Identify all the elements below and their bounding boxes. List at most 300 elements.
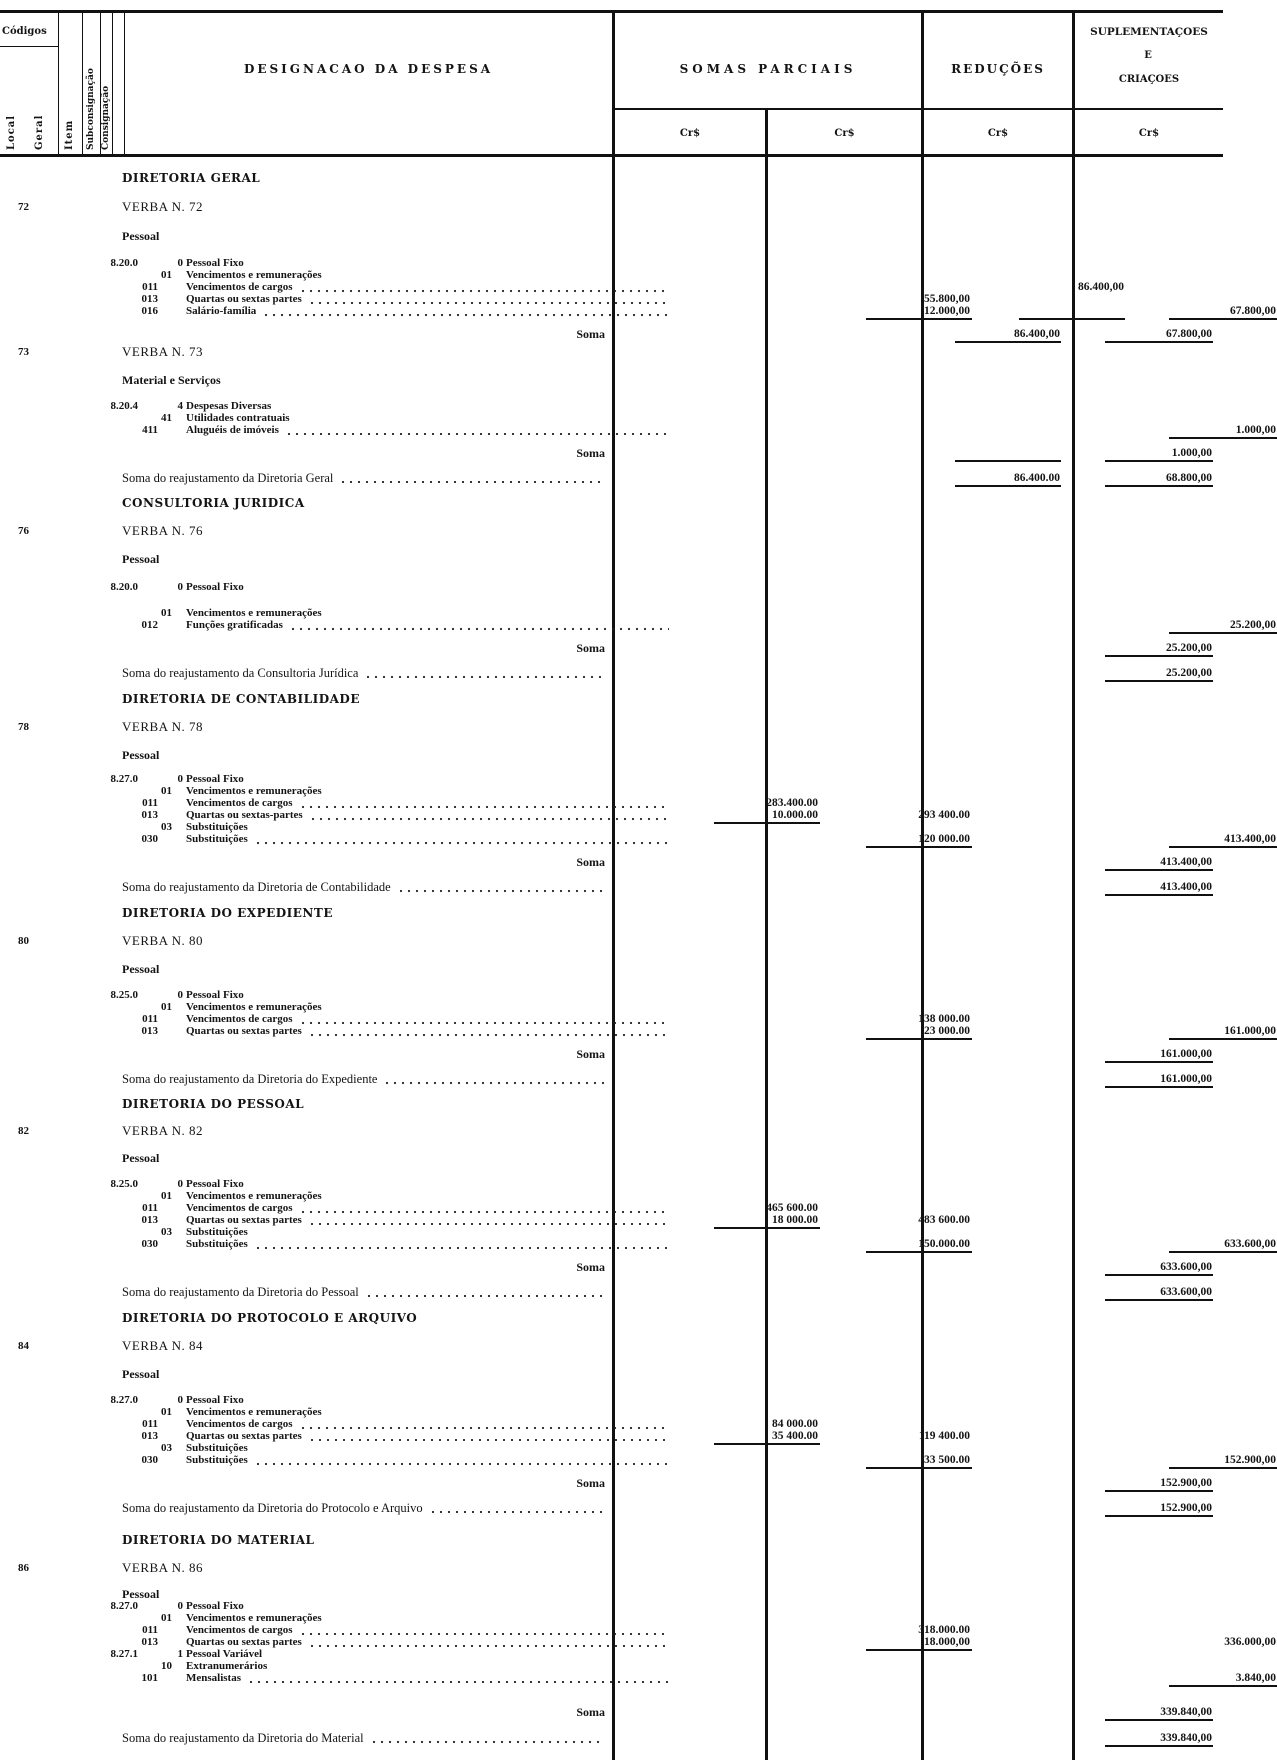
subtotal-row — [0, 1706, 1223, 1718]
description-text: Pessoal Fixo — [186, 989, 244, 1001]
total-underline — [955, 485, 1061, 487]
suplementacoes-value: 67.800,00 — [1230, 305, 1276, 317]
description-text: Quartas ou sextas partes — [186, 293, 302, 305]
expense-description — [122, 1502, 605, 1514]
consignacao-code: 0 — [177, 989, 183, 1001]
dot-leader — [247, 1672, 669, 1684]
description-text: Vencimentos e remunerações — [186, 785, 322, 797]
description-text: Utilidades contratuais — [186, 412, 290, 424]
section-heading — [0, 1534, 1223, 1546]
description-text: VERBA N. 72 — [122, 199, 203, 214]
partial-sum-2-value: 55.800,00 — [924, 293, 970, 305]
dot-leader — [254, 1454, 669, 1466]
expense-description — [186, 1214, 669, 1226]
description-text: Pessoal Variável — [186, 1648, 263, 1660]
table-row — [64, 1394, 244, 1406]
code-col-item: Item — [64, 119, 75, 150]
description-text: Soma do reajustamento da Diretoria do Material — [122, 1731, 364, 1745]
expense-description — [122, 447, 605, 459]
table-row — [64, 1612, 322, 1624]
suplementacoes-value: 25.200,00 — [1166, 667, 1212, 679]
suplementacoes-value: 67.800,00 — [1166, 328, 1212, 340]
table-row — [0, 1588, 1223, 1600]
subconsignacao-code: 03 — [161, 821, 172, 833]
subconsignacao-code: 01 — [161, 1612, 172, 1624]
description-text: Soma — [576, 1047, 605, 1061]
suplementacoes-value: 633.600,00 — [1224, 1238, 1276, 1250]
dot-leader — [299, 281, 669, 293]
subconsignacao-code: 10 — [161, 1660, 172, 1672]
description-text: Vencimentos e remunerações — [186, 1612, 322, 1624]
expense-description — [122, 693, 605, 705]
description-text: Vencimentos de cargos — [186, 281, 293, 293]
expense-description — [186, 989, 669, 1001]
total-underline — [1169, 318, 1277, 320]
partial-sum-1-value: 84 000.00 — [772, 1418, 818, 1430]
expense-description — [186, 1454, 669, 1466]
codes-label: Códigos — [2, 26, 47, 37]
suplementacoes-value: 633.600,00 — [1160, 1286, 1212, 1298]
expense-description — [186, 1406, 669, 1418]
section-heading — [0, 693, 1223, 705]
item-code: 013 — [141, 809, 158, 821]
expense-description — [186, 1025, 669, 1037]
description-text: Soma do reajustamento da Diretoria do Protocolo e Arquivo — [122, 1501, 423, 1515]
item-code: 011 — [142, 281, 158, 293]
total-underline — [1105, 869, 1213, 871]
expense-description — [122, 1368, 605, 1380]
table-row — [64, 773, 244, 785]
verba-code: 86 — [18, 1562, 29, 1574]
suplementacoes-value: 413.400,00 — [1224, 833, 1276, 845]
expense-description — [122, 328, 605, 340]
table-row — [64, 1648, 263, 1660]
total-underline — [1169, 437, 1277, 439]
dot-leader — [262, 305, 669, 317]
geral-code: 8.27.1 — [110, 1648, 138, 1660]
total-underline — [1105, 1061, 1213, 1063]
geral-code: 8.20.0 — [110, 581, 138, 593]
table-row — [0, 1368, 1223, 1380]
section-total-row — [0, 881, 1223, 893]
expense-description — [122, 963, 605, 975]
suplementacoes-value: 413.400,00 — [1160, 856, 1212, 868]
partial-sum-2-value: 318.000.00 — [918, 1624, 970, 1636]
geral-code: 8.27.0 — [110, 1394, 138, 1406]
table-row — [64, 1178, 244, 1190]
partial-sum-2-value: 138 000.00 — [918, 1013, 970, 1025]
table-row — [0, 553, 1223, 565]
item-code: 411 — [142, 424, 158, 436]
table-row — [0, 346, 1223, 358]
expense-description — [122, 935, 605, 947]
description-text: VERBA N. 82 — [122, 1123, 203, 1138]
suplementacoes-value: 3.840,00 — [1235, 1672, 1276, 1684]
total-underline — [1169, 1467, 1277, 1469]
item-code: 011 — [142, 1418, 158, 1430]
total-underline — [1169, 1038, 1277, 1040]
suplementacoes-value: 1.000,00 — [1235, 424, 1276, 436]
total-underline — [714, 1443, 820, 1445]
subtotal-row — [0, 642, 1223, 654]
table-row — [64, 424, 1276, 436]
table-row — [64, 833, 1276, 845]
description-text: Pessoal — [122, 229, 160, 243]
suplementacoes-value: 68.800,00 — [1166, 472, 1212, 484]
expense-description — [186, 400, 669, 412]
total-underline — [1105, 1086, 1213, 1088]
description-text: VERBA N. 80 — [122, 933, 203, 948]
expense-description — [186, 1672, 669, 1684]
designation-header: DESIGNACAO DA DESPESA — [243, 62, 494, 76]
description-text: Substituições — [186, 1238, 248, 1250]
verba-code: 72 — [18, 201, 29, 213]
table-row — [64, 785, 322, 797]
total-underline — [866, 1251, 972, 1253]
consignacao-code: 0 — [177, 257, 183, 269]
total-underline — [1169, 846, 1277, 848]
dot-leader — [254, 1238, 669, 1250]
table-row — [64, 1624, 970, 1636]
codes-subdivider — [82, 13, 83, 155]
section-total-row — [0, 1286, 1223, 1298]
currency-label-reducoes: Cr$ — [987, 128, 1009, 139]
code-col-subconsignacao: Subconsignação — [86, 68, 96, 150]
table-row — [0, 749, 1223, 761]
table-row — [0, 721, 1223, 733]
expense-description — [122, 472, 605, 484]
dot-leader — [339, 472, 605, 484]
table-row — [0, 1562, 1223, 1574]
expense-description — [186, 1600, 669, 1612]
section-total-row — [0, 1073, 1223, 1085]
partial-sum-2-value: 33 500.00 — [924, 1454, 970, 1466]
description-text: Quartas ou sextas partes — [186, 1025, 302, 1037]
total-underline — [866, 1038, 972, 1040]
item-code: 011 — [142, 1624, 158, 1636]
total-underline — [1105, 680, 1213, 682]
expense-description — [186, 773, 669, 785]
expense-description — [122, 1152, 605, 1164]
section-total-row — [0, 667, 1223, 679]
description-text: Vencimentos de cargos — [186, 1624, 293, 1636]
reducoes-value: 86.400.00 — [1014, 472, 1060, 484]
table-row — [64, 1430, 970, 1442]
expense-description — [186, 305, 669, 317]
description-text: VERBA N. 78 — [122, 719, 203, 734]
consignacao-code: 4 — [177, 400, 183, 412]
description-text: Substituições — [186, 1454, 248, 1466]
table-row — [64, 1013, 970, 1025]
suplementacoes-value: 161.000,00 — [1160, 1048, 1212, 1060]
subconsignacao-code: 03 — [161, 1442, 172, 1454]
suplementacoes-value: 161.000,00 — [1160, 1073, 1212, 1085]
expense-description — [186, 797, 669, 809]
expense-description — [122, 907, 605, 919]
table-row — [64, 412, 290, 424]
table-row — [0, 963, 1223, 975]
suplementacoes-value: 161.000,00 — [1224, 1025, 1276, 1037]
item-code: 013 — [141, 1636, 158, 1648]
table-row — [64, 1600, 244, 1612]
description-text: Quartas ou sextas partes — [186, 1430, 302, 1442]
total-underline — [866, 1649, 972, 1651]
partial-sum-1-value: 35 400.00 — [772, 1430, 818, 1442]
section-heading — [0, 1312, 1223, 1324]
item-code: 013 — [141, 1214, 158, 1226]
table-row — [64, 1636, 1276, 1648]
code-col-consignacao: Consignação — [101, 85, 111, 150]
suplementacoes-header-e: E — [1144, 50, 1154, 61]
partial-sum-2-value: 293 400.00 — [918, 809, 970, 821]
verba-code: 73 — [18, 346, 29, 358]
total-underline — [1105, 485, 1213, 487]
expense-description — [186, 1660, 669, 1672]
suplementacoes-value: 25.200,00 — [1166, 642, 1212, 654]
description-text: Soma do reajustamento da Diretoria do Pessoal — [122, 1285, 359, 1299]
expense-description — [122, 1588, 605, 1600]
expense-description — [186, 293, 669, 305]
subconsignacao-code: 01 — [161, 1001, 172, 1013]
consignacao-code: 0 — [177, 1394, 183, 1406]
codes-subdivider — [58, 13, 59, 155]
expense-description — [186, 424, 669, 436]
table-row — [64, 821, 248, 833]
total-underline — [1169, 1251, 1277, 1253]
expense-description — [186, 821, 669, 833]
description-text: VERBA N. 86 — [122, 1560, 203, 1575]
table-row — [64, 1660, 268, 1672]
suplementacoes-value: 1.000,00 — [1171, 447, 1212, 459]
expense-description — [186, 1178, 669, 1190]
expense-description — [186, 1430, 669, 1442]
suplementacoes-value: 336.000,00 — [1224, 1636, 1276, 1648]
expense-description — [186, 1612, 669, 1624]
table-row — [64, 619, 1276, 631]
verba-code: 78 — [18, 721, 29, 733]
description-text: Pessoal — [122, 1367, 160, 1381]
currency-label-somas-2: Cr$ — [834, 128, 855, 139]
table-row — [0, 1340, 1223, 1352]
dot-leader — [308, 293, 669, 305]
partial-sum-1-value: 283.400.00 — [766, 797, 818, 809]
description-text: Aluguéis de imóveis — [186, 424, 279, 436]
expense-description — [186, 269, 669, 281]
expense-description — [186, 1013, 669, 1025]
expense-description — [122, 1534, 605, 1546]
description-text: DIRETORIA DO EXPEDIENTE — [122, 906, 333, 920]
expense-description — [122, 1477, 605, 1489]
expense-description — [186, 1001, 669, 1013]
description-text: Despesas Diversas — [186, 400, 272, 412]
expense-description — [186, 1442, 669, 1454]
subconsignacao-code: 01 — [161, 785, 172, 797]
expense-description — [186, 581, 669, 593]
table-row — [0, 374, 1223, 386]
item-code: 011 — [142, 1013, 158, 1025]
expense-description — [122, 721, 605, 733]
expense-description — [186, 1394, 669, 1406]
expense-description — [186, 412, 669, 424]
codes-column-divider — [124, 13, 125, 155]
consignacao-code: 0 — [177, 1178, 183, 1190]
table-row — [64, 281, 1124, 293]
dot-leader — [370, 1732, 605, 1744]
codes-split-rule — [0, 46, 58, 47]
table-row — [64, 1226, 248, 1238]
consignacao-code: 1 — [177, 1648, 183, 1660]
table-row — [64, 1406, 322, 1418]
dot-leader — [299, 797, 669, 809]
dot-leader — [308, 1636, 669, 1648]
description-text: Vencimentos de cargos — [186, 797, 293, 809]
table-row — [64, 797, 818, 809]
suplementacoes-value: 152.900,00 — [1160, 1477, 1212, 1489]
consignacao-code: 0 — [177, 1600, 183, 1612]
item-code: 016 — [141, 305, 158, 317]
description-text: Soma — [576, 1476, 605, 1490]
description-text: Mensalistas — [186, 1672, 241, 1684]
expense-description — [122, 749, 605, 761]
description-text: Soma — [576, 327, 605, 341]
total-underline — [1105, 1515, 1213, 1517]
expense-description — [122, 497, 605, 509]
partial-sum-2-value: 23 000.00 — [924, 1025, 970, 1037]
expense-description — [122, 1125, 605, 1137]
description-text: VERBA N. 73 — [122, 344, 203, 359]
geral-code: 8.20.4 — [110, 400, 138, 412]
table-row — [64, 1202, 818, 1214]
subtotal-row — [0, 447, 1223, 459]
dot-leader — [308, 1025, 669, 1037]
total-underline — [714, 822, 820, 824]
total-underline — [866, 846, 972, 848]
dot-leader — [383, 1073, 605, 1085]
partial-sum-1-value: 18 000.00 — [772, 1214, 818, 1226]
expense-description — [122, 642, 605, 654]
code-col-local: Local — [6, 114, 17, 150]
subconsignacao-code: 01 — [161, 1406, 172, 1418]
item-code: 013 — [141, 1430, 158, 1442]
expense-description — [122, 1732, 605, 1744]
table-row — [64, 1238, 1276, 1250]
verba-code: 80 — [18, 935, 29, 947]
description-text: Quartas ou sextas partes — [186, 1636, 302, 1648]
geral-code: 8.27.0 — [110, 773, 138, 785]
subtotal-row — [0, 1261, 1223, 1273]
item-code: 013 — [141, 293, 158, 305]
table-row — [0, 935, 1223, 947]
total-underline — [1105, 1719, 1213, 1721]
table-row — [64, 269, 322, 281]
description-text: Pessoal Fixo — [186, 1394, 244, 1406]
description-text: Quartas ou sextas-partes — [186, 809, 303, 821]
dot-leader — [299, 1202, 669, 1214]
description-text: Vencimentos e remunerações — [186, 1406, 322, 1418]
dot-leader — [289, 619, 669, 631]
expense-description — [186, 619, 669, 631]
table-row — [64, 809, 970, 821]
expense-description — [122, 1286, 605, 1298]
item-code: 030 — [141, 1238, 158, 1250]
expense-description — [122, 172, 605, 184]
total-underline — [1019, 318, 1125, 320]
description-text: Soma — [576, 446, 605, 460]
item-code: 011 — [142, 797, 158, 809]
total-underline — [955, 341, 1061, 343]
section-heading — [0, 1098, 1223, 1110]
reducoes-header: REDUÇÕES — [951, 62, 1045, 76]
expense-description — [122, 1312, 605, 1324]
table-row — [0, 525, 1223, 537]
description-text: Vencimentos e remunerações — [186, 1001, 322, 1013]
expense-description — [186, 785, 669, 797]
partial-sum-2-value: 18.000,00 — [924, 1636, 970, 1648]
dot-leader — [365, 1286, 605, 1298]
description-text: DIRETORIA GERAL — [122, 171, 261, 185]
description-text: Soma do reajustamento da Diretoria Geral — [122, 471, 334, 485]
section-heading — [0, 497, 1223, 509]
currency-label-suplementacoes: Cr$ — [1138, 128, 1160, 139]
expense-description — [186, 1238, 669, 1250]
description-text: Material e Serviços — [122, 373, 221, 387]
description-text: Soma do reajustamento da Consultoria Jurídica — [122, 666, 359, 680]
description-text: DIRETORIA DO PESSOAL — [122, 1097, 305, 1111]
item-code: 101 — [141, 1672, 158, 1684]
description-text: Soma — [576, 1705, 605, 1719]
expense-description — [122, 1261, 605, 1273]
expense-description — [186, 1648, 669, 1660]
description-text: Pessoal — [122, 1587, 160, 1601]
dot-leader — [364, 667, 605, 679]
expense-description — [186, 1190, 669, 1202]
partial-sum-2-value: 483 600.00 — [918, 1214, 970, 1226]
dot-leader — [308, 1430, 669, 1442]
total-underline — [866, 318, 972, 320]
description-text: Soma — [576, 855, 605, 869]
suplementacoes-value: 633.600,00 — [1160, 1261, 1212, 1273]
geral-code: 8.25.0 — [110, 989, 138, 1001]
geral-code: 8.20.0 — [110, 257, 138, 269]
table-row — [0, 1125, 1223, 1137]
total-underline — [1105, 655, 1213, 657]
description-text: Pessoal — [122, 962, 160, 976]
description-text: Soma — [576, 1260, 605, 1274]
expense-description — [186, 809, 669, 821]
description-text: DIRETORIA DO MATERIAL — [122, 1533, 315, 1547]
subconsignacao-code: 01 — [161, 1190, 172, 1202]
expense-description — [122, 881, 605, 893]
section-total-row — [0, 1502, 1223, 1514]
description-text: Pessoal Fixo — [186, 1178, 244, 1190]
expense-description — [122, 346, 605, 358]
table-row — [64, 1418, 818, 1430]
table-row — [64, 581, 244, 593]
suplementacoes-value: 152.900,00 — [1224, 1454, 1276, 1466]
reducoes-value: 86.400,00 — [1078, 281, 1124, 293]
dot-leader — [309, 809, 669, 821]
expense-description — [122, 553, 605, 565]
table-row — [64, 1025, 1276, 1037]
table-row — [64, 400, 272, 412]
dot-leader — [397, 881, 605, 893]
subconsignacao-code: 01 — [161, 607, 172, 619]
description-text: Pessoal — [122, 552, 160, 566]
expense-description — [186, 1624, 669, 1636]
subtotal-row — [0, 1477, 1223, 1489]
description-text: Pessoal Fixo — [186, 581, 244, 593]
item-code: 030 — [141, 833, 158, 845]
